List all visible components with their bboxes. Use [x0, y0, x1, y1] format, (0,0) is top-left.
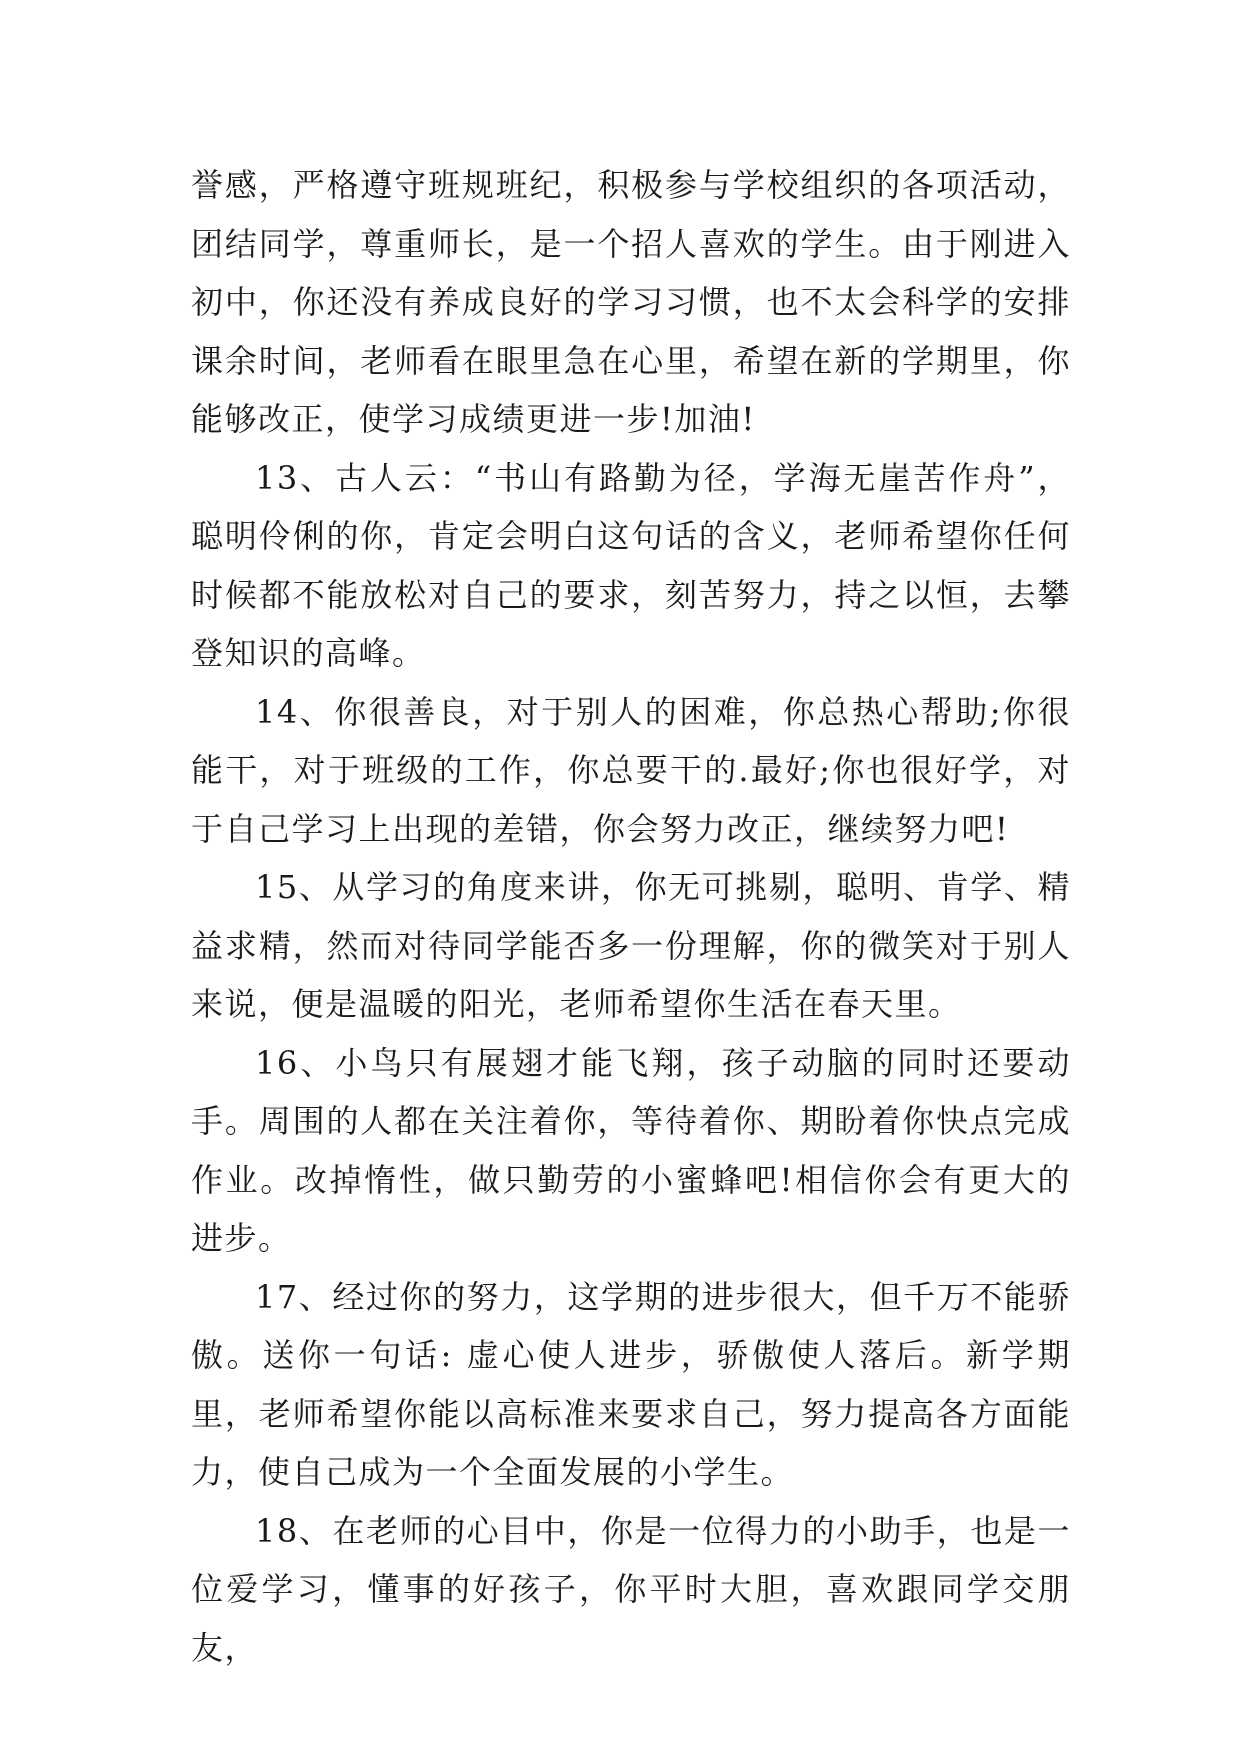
- paragraph-14: 14、你很善良，对于别人的困难，你总热心帮助;你很能干，对于班级的工作，你总要干的.最好;你也很好学，对于自己学习上出现的差错，你会努力改正，继续努力吧!: [191, 692, 1071, 848]
- paragraph-16: 16、小鸟只有展翅才能飞翔，孩子动脑的同时还要动手。周围的人都在关注着你，等待着你、期盼着你快点完成作业。改掉惰性，做只勤劳的小蜜蜂吧!相信你会有更大的进步。: [191, 1043, 1071, 1257]
- paragraph-15: 15、从学习的角度来讲，你无可挑剔，聪明、肯学、精益求精，然而对待同学能否多一份理解，你的微笑对于别人来说，便是温暖的阳光，老师希望你生活在春天里。: [191, 868, 1071, 1023]
- paragraph-13: 13、古人云：“书山有路勤为径，学海无崖苦作舟”，聪明伶俐的你，肯定会明白这句话的含义，老师希望你任何时候都不能放松对自己的要求，刻苦努力，持之以恒，去攀登知识的高峰。: [191, 458, 1071, 672]
- document-body: [191, 156, 1071, 1677]
- paragraph-17: 17、经过你的努力，这学期的进步很大，但千万不能骄傲。送你一句话: 虚心使人进步，骄傲使人落后。新学期里，老师希望你能以高标准来要求自己，努力提高各方面能力，使自己成为一个全面发展的小学生。: [191, 1277, 1071, 1491]
- paragraph-18: 18、在老师的心目中，你是一位得力的小助手，也是一位爱学习，懂事的好孩子，你平时大胆，喜欢跟同学交朋友，: [191, 1511, 1071, 1667]
- paragraph-continuation: 誉感，严格遵守班规班纪，积极参与学校组织的各项活动，团结同学，尊重师长，是一个招人喜欢的学生。由于刚进入初中，你还没有养成良好的学习习惯，也不太会科学的安排课余时间，老师看在眼里急在心里，希望在新的学期里，你能够改正，使学习成绩更进一步!加油!: [191, 166, 1071, 438]
